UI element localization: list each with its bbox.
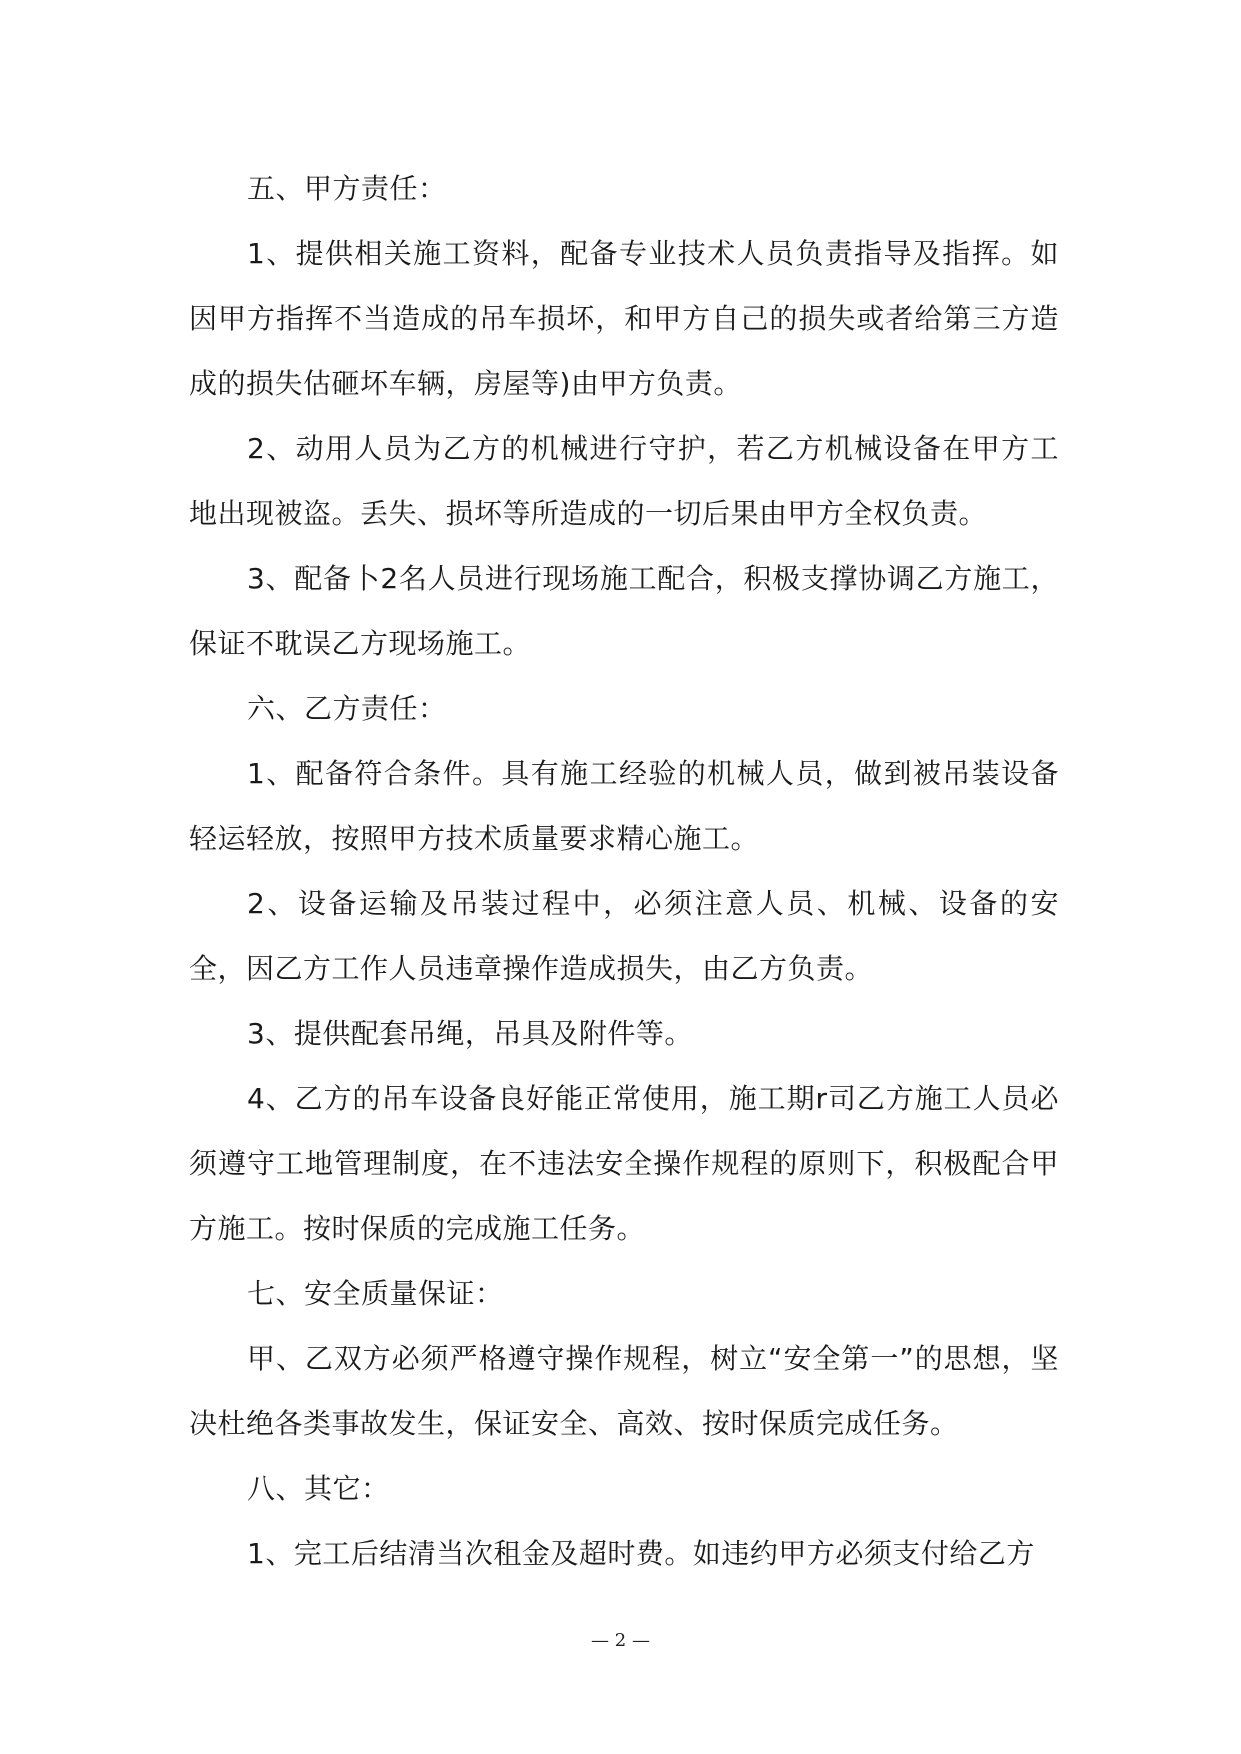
paragraph: 1、完工后结清当次租金及超时费。如违约甲方必须支付给乙方 (247, 1537, 1035, 1570)
paragraph: 3、提供配套吊绳，吊具及附件等。 (247, 1017, 693, 1050)
paragraph: 4、乙方的吊车设备良好能正常使用，施工期r司乙方施工人员必须遵守工地管理制度，在不违法安全操作规程的原则下，积极配合甲方施工。按时保质的完成施工任务。 (189, 1082, 1059, 1245)
section-heading-safety: 七、安全质量保证： (247, 1277, 504, 1310)
paragraph: 1、配备符合条件。具有施工经验的机械人员，做到被吊装设备轻运轻放，按照甲方技术质量要求精心施工。 (189, 757, 1059, 855)
paragraph: 2、动用人员为乙方的机械进行守护，若乙方机械设备在甲方工地出现被盗。丢失、损坏等所造成的一切后果由甲方全权负责。 (189, 432, 1059, 530)
page-number: — 2 — (591, 1630, 650, 1651)
document-body (189, 156, 1059, 1586)
section-heading-party-b: 六、乙方责任： (247, 692, 447, 725)
paragraph: 甲、乙双方必须严格遵守操作规程，树立“安全第一”的思想，坚决杜绝各类事故发生，保证安全、高效、按时保质完成任务。 (189, 1342, 1059, 1440)
paragraph: 2、设备运输及吊装过程中，必须注意人员、机械、设备的安全，因乙方工作人员违章操作造成损失，由乙方负责。 (189, 887, 1059, 985)
section-heading-other: 八、其它： (247, 1472, 390, 1505)
paragraph: 3、配备卜2名人员进行现场施工配合，积极支撑协调乙方施工，保证不耽误乙方现场施工。 (189, 562, 1059, 660)
paragraph: 1、提供相关施工资料，配备专业技术人员负责指导及指挥。如因甲方指挥不当造成的吊车损坏，和甲方自己的损失或者给第三方造成的损失估砸坏车辆，房屋等)由甲方负责。 (189, 237, 1059, 400)
section-heading-party-a: 五、甲方责任： (247, 172, 447, 205)
